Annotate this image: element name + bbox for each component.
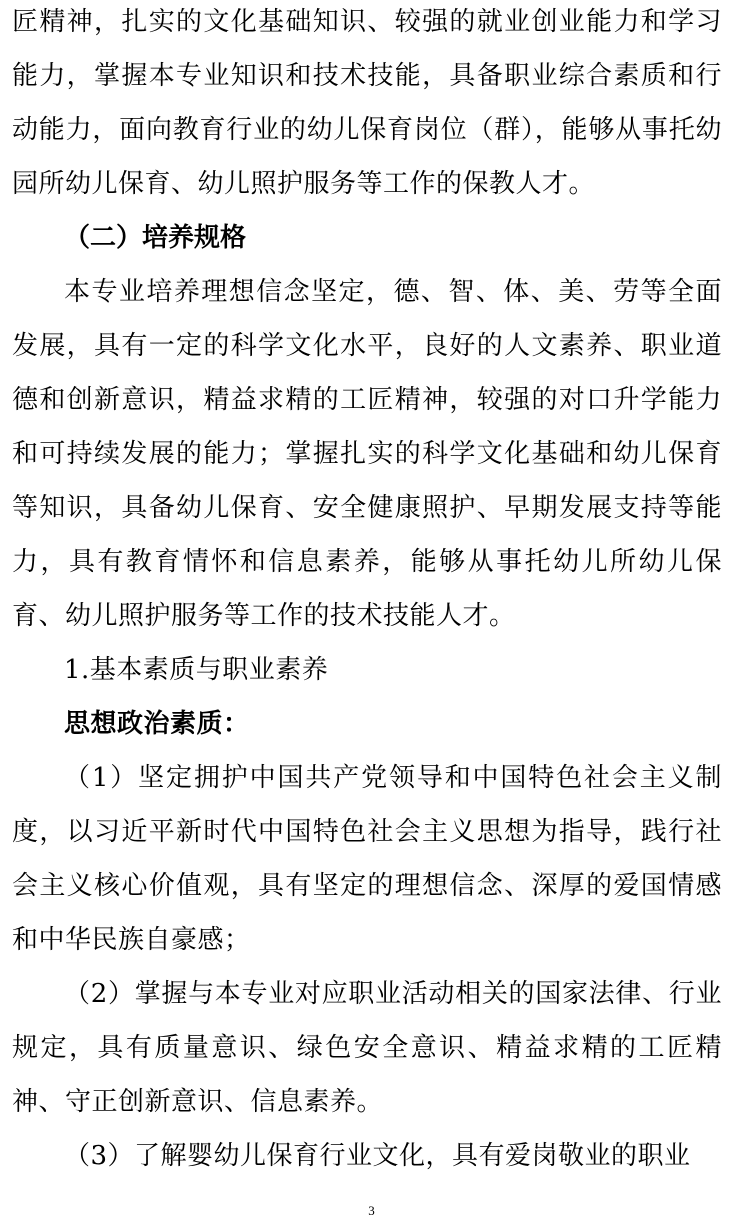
list-item-2: （2）掌握与本专业对应职业活动相关的国家法律、行业规定，具有质量意识、绿色安全意识、精益求精的工匠精神、守正创新意识、信息素养。 xyxy=(12,979,722,1117)
paragraph-training-specs: 本专业培养理想信念坚定，德、智、体、美、劳等全面发展，具有一定的科学文化水平，良好的人文素养、职业道德和创新意识，精益求精的工匠精神，较强的对口升学能力和可持续发展的能力；掌握扎实的科学文化基础和幼儿保育等知识，具备幼儿保育、安全健康照护、早期发展支持等能力，具有教育情怀和信息素养，能够从事托幼儿所幼儿保育、幼儿照护服务等工作的技术技能人才。 xyxy=(12,277,722,631)
list-item-1: （1）坚定拥护中国共产党领导和中国特色社会主义制度，以习近平新时代中国特色社会主义思想为指导，践行社会主义核心价值观，具有坚定的理想信念、深厚的爱国情感和中华民族自豪感； xyxy=(12,763,722,955)
document-body xyxy=(12,0,722,1183)
paragraph-training-goal-continued: 匠精神，扎实的文化基础知识、较强的就业创业能力和学习能力，掌握本专业知识和技术技能，具备职业综合素质和行动能力，面向教育行业的幼儿保育岗位（群），能够从事托幼园所幼儿保育、幼儿照护服务等工作的保教人才。 xyxy=(12,7,722,199)
list-item-3: （3）了解婴幼儿保育行业文化，具有爱岗敬业的职业 xyxy=(64,1141,691,1171)
label-political-qualities: 思想政治素质： xyxy=(64,709,250,739)
section-heading-training-specs: （二）培养规格 xyxy=(64,223,247,253)
subsection-title-basic-qualities: 1.基本素质与职业素养 xyxy=(64,655,329,685)
page-number: 3 xyxy=(368,1203,375,1218)
